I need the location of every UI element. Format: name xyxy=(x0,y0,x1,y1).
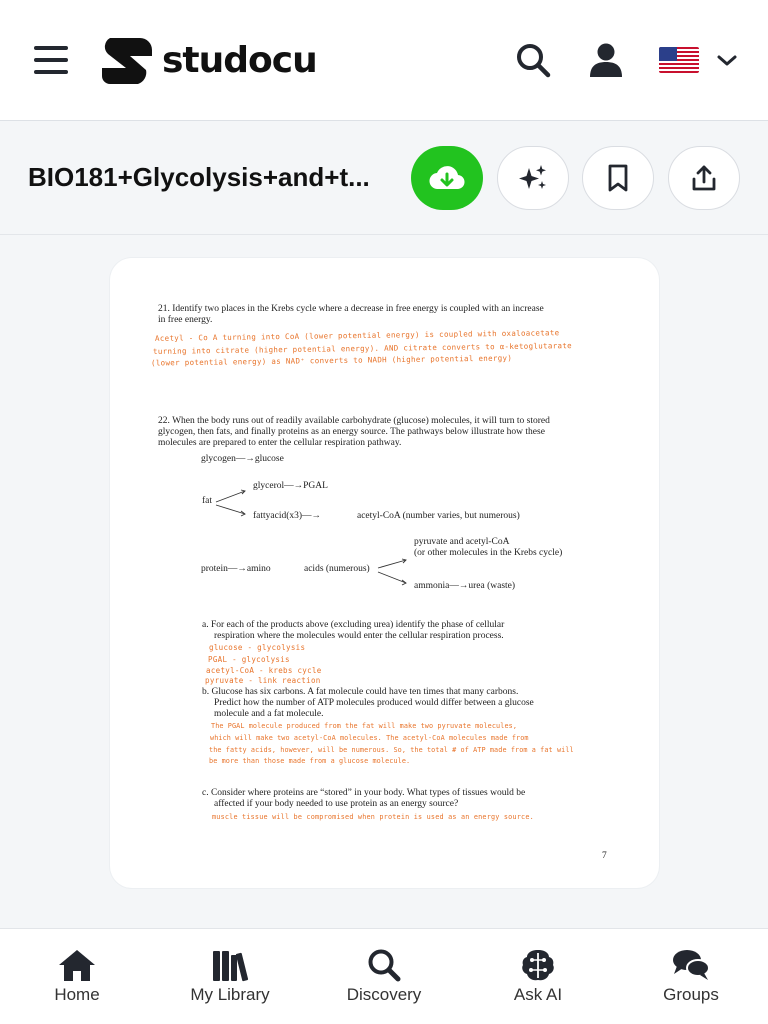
q22-line-1: 22. When the body runs out of readily available carbohydrate (glucose) molecules, it will turn to stored xyxy=(158,416,550,426)
diagram-pyruvate-1: pyruvate and acetyl-CoA xyxy=(414,537,510,547)
nav-home[interactable] xyxy=(17,929,137,1024)
bottom-navigation xyxy=(0,928,768,1024)
diagram-protein: protein—→amino xyxy=(201,564,271,574)
document-page[interactable] xyxy=(110,258,659,888)
document-title: BIO181+Glycolysis+and+t... xyxy=(28,162,370,192)
q22a-answer-4: pyruvate - link reaction xyxy=(205,676,321,685)
top-header xyxy=(0,0,768,121)
document-toolbar xyxy=(0,122,768,235)
ai-sparkle-icon xyxy=(517,162,549,194)
q22c-line-1: c. Consider where proteins are “stored” in your body. What types of tissues would be xyxy=(202,788,526,798)
bookmark-button[interactable] xyxy=(582,146,654,210)
bookmark-icon xyxy=(604,163,632,193)
nav-groups[interactable] xyxy=(631,929,751,1024)
discovery-search-icon xyxy=(364,947,404,983)
q22b-line-1: b. Glucose has six carbons. A fat molecule could have ten times that many carbons. xyxy=(202,687,519,697)
q21-answer-2: turning into citrate (higher potential energy). AND citrate converts to α-ketoglutarate xyxy=(152,341,572,356)
diagram-ammonia: ammonia—→urea (waste) xyxy=(414,581,516,591)
share-button[interactable] xyxy=(668,146,740,210)
q22a-line-2: respiration where the molecules would enter the cellular respiration process. xyxy=(214,631,504,641)
nav-my-library-label: My Library xyxy=(190,985,270,1004)
download-icon xyxy=(428,163,466,193)
q22b-answer-1: The PGAL molecule produced from the fat will make two pyruvate molecules, xyxy=(211,722,518,730)
nav-discovery-label: Discovery xyxy=(346,985,422,1004)
diagram-glycogen: glycogen—→glucose xyxy=(201,454,284,464)
menu-icon[interactable] xyxy=(34,46,68,74)
diagram-fat: fat xyxy=(202,496,213,506)
diagram-glycerol: glycerol—→PGAL xyxy=(253,481,328,491)
home-icon xyxy=(57,947,97,983)
share-icon xyxy=(689,163,719,193)
download-button[interactable] xyxy=(411,146,483,210)
nav-groups-label: Groups xyxy=(663,985,719,1004)
diagram-fatty-acid: fattyacid(x3)—→ xyxy=(253,511,322,521)
q22a-answer-3: acetyl-CoA - krebs cycle xyxy=(206,666,322,675)
q21-answer-3: (lower potential energy) as NAD⁺ converts to NADH (higher potential energy) xyxy=(150,353,513,368)
q22b-answer-3: the fatty acids, however, will be numerous. So, the total # of ATP made from a fat will xyxy=(209,746,574,754)
nav-ask-ai-label: Ask AI xyxy=(513,985,563,1004)
diagram-pyruvate-2: (or other molecules in the Krebs cycle) xyxy=(414,548,563,558)
studocu-logo-icon xyxy=(100,34,156,86)
library-icon xyxy=(210,947,250,983)
nav-my-library[interactable] xyxy=(170,929,290,1024)
user-icon[interactable] xyxy=(586,40,626,80)
groups-chat-icon xyxy=(671,947,711,983)
q22b-answer-2: which will make two acetyl-CoA molecules. The acetyl-CoA molecules made from xyxy=(210,734,529,742)
q21-line-2: in free energy. xyxy=(158,315,213,325)
q22a-answer-1: glucose - glycolysis xyxy=(209,643,306,652)
q22c-answer: muscle tissue will be compromised when protein is used as an energy source. xyxy=(212,813,534,821)
q22a-answer-2: PGAL - glycolysis xyxy=(208,655,290,664)
nav-home-label: Home xyxy=(54,985,100,1004)
q21-line-1: 21. Identify two places in the Krebs cycle where a decrease in free energy is coupled with an increase xyxy=(158,304,544,314)
q22-line-2: glycogen, then fats, and finally proteins as an energy source. The pathways below illustrate how these xyxy=(158,427,545,437)
nav-ask-ai[interactable] xyxy=(478,929,598,1024)
us-flag-icon[interactable] xyxy=(659,47,699,73)
diagram-acids: acids (numerous) xyxy=(304,564,370,574)
brain-icon xyxy=(518,947,558,983)
diagram-acetyl-coa: acetyl-CoA (number varies, but numerous) xyxy=(357,511,520,521)
q22b-answer-4: be more than those made from a glucose molecule. xyxy=(209,757,411,765)
studocu-logo[interactable] xyxy=(100,34,317,86)
q22c-line-2: affected if your body needed to use protein as an energy source? xyxy=(214,799,459,809)
nav-discovery[interactable] xyxy=(324,929,444,1024)
chevron-down-icon[interactable] xyxy=(716,50,738,70)
q22a-line-1: a. For each of the products above (excluding urea) identify the phase of cellular xyxy=(202,620,505,630)
ai-assistant-button[interactable] xyxy=(497,146,569,210)
search-icon[interactable] xyxy=(513,40,553,80)
q21-answer-1: Acetyl - Co A turning into CoA (lower potential energy) is coupled with oxaloacetate xyxy=(154,328,560,343)
q22-line-3: molecules are prepared to enter the cellular respiration pathway. xyxy=(158,438,402,448)
q22b-line-2: Predict how the number of ATP molecules produced would differ between a glucose xyxy=(214,698,534,708)
page-number: 7 xyxy=(602,851,607,861)
logo-text: studocu xyxy=(162,39,317,81)
q22b-line-3: molecule and a fat molecule. xyxy=(214,709,324,719)
